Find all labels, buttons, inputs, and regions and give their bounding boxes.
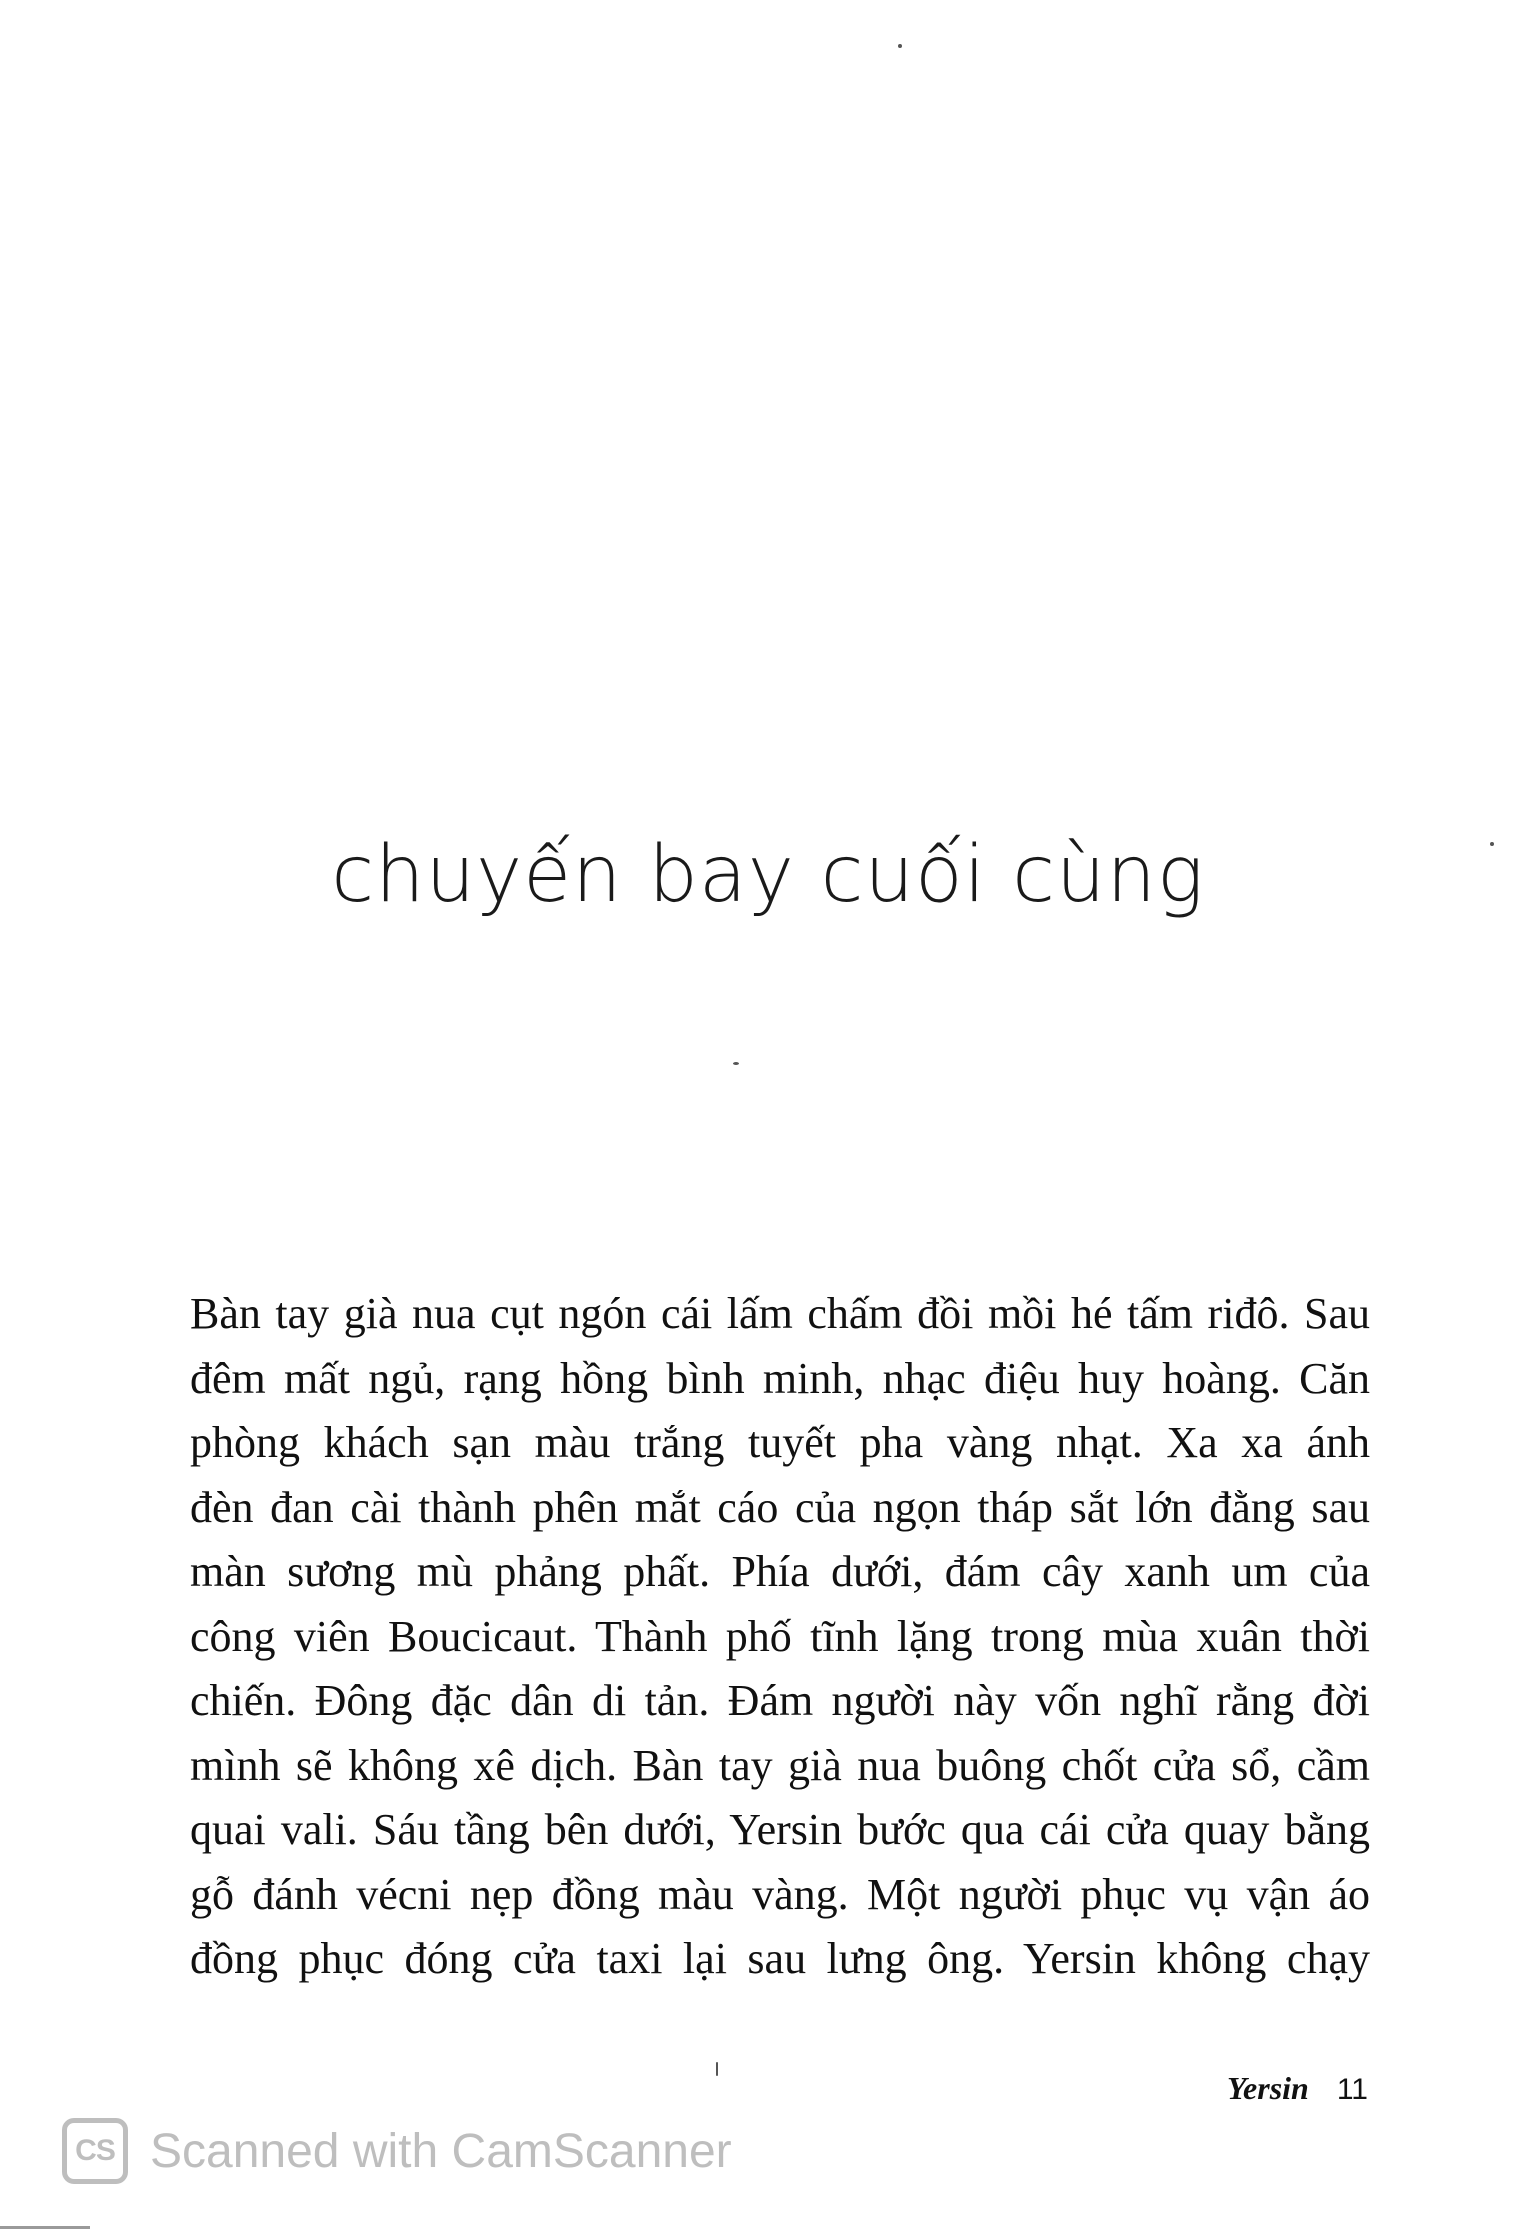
body-paragraph [190,1282,1370,1992]
scan-speck [733,1062,739,1065]
chapter-title: chuyến bay cuối cùng [331,830,1205,920]
body-line: đèn đan cài thành phên mắt cáo của ngọn tháp sắt lớn đằng sau [190,1482,1370,1532]
page-edge-divider [0,2226,90,2229]
body-line: chiến. Đông đặc dân di tản. Đám người này vốn nghĩ rằng đời [190,1676,1370,1725]
body-line: công viên Boucicaut. Thành phố tĩnh lặng trong mùa xuân thời [190,1611,1370,1661]
body-line: quai vali. Sáu tầng bên dưới, Yersin bước qua cái cửa quay bằng [190,1805,1370,1854]
body-line: gỗ đánh vécni nẹp đồng màu vàng. Một người phục vụ vận áo [190,1869,1370,1919]
page-footer [1227,2070,1368,2107]
camscanner-logo-icon: CS [62,2118,128,2184]
watermark-text: Scanned with CamScanner [150,2124,732,2178]
scan-speck [716,2062,718,2076]
body-line: mình sẽ không xê dịch. Bàn tay già nua buông chốt cửa sổ, cầm [190,1740,1370,1790]
body-line: màn sương mù phảng phất. Phía dưới, đám cây xanh um của [190,1547,1370,1596]
camscanner-watermark [62,2118,732,2184]
body-line: Bàn tay già nua cụt ngón cái lấm chấm đồi mồi hé tấm riđô. Sau [190,1289,1370,1338]
body-line: đêm mất ngủ, rạng hồng bình minh, nhạc điệu huy hoàng. Căn [190,1353,1370,1403]
running-head: Yersin [1227,2070,1309,2106]
scan-speck [898,44,902,48]
page-number: 11 [1336,2073,1368,2106]
body-line: phòng khách sạn màu trắng tuyết pha vàng nhạt. Xa xa ánh [190,1418,1370,1467]
body-line: đồng phục đóng cửa taxi lại sau lưng ông. Yersin không chạy [190,1934,1370,1983]
